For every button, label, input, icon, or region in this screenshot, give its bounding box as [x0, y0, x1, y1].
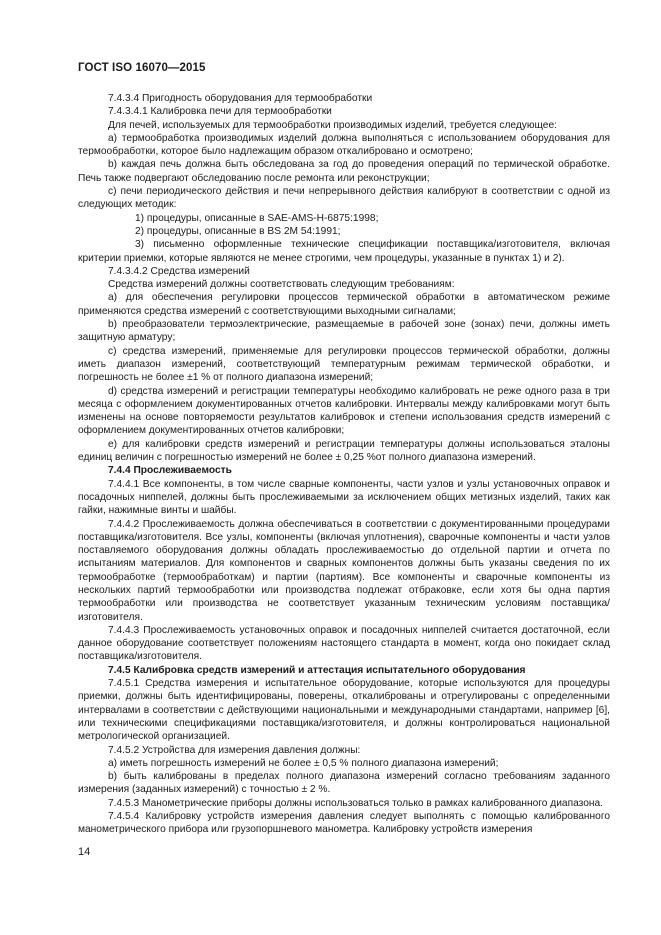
paragraph: Для печей, используемых для термообработки производимых изделий, требуется следующее: — [108, 119, 557, 131]
list-item-a: a) термообработка производимых изделий должна выполняться с использованием оборудования для термообработки, которое было надлежащим образом откалибровано и осмотрено; — [78, 132, 610, 158]
section-7-4-4-heading: 7.4.4 Прослеживаемость — [108, 465, 232, 477]
list-item-e: e) для калибровки средств измерений и регистрации температуры должны использоваться эталоны единиц величин с погрешностью измерений не более ± 0,25 %от полного диапазона измерений. — [78, 438, 610, 464]
list-item-c: c) средства измерений, применяемые для регулировки процессов термической обработки, должны иметь диапазон измерений, соответствующий температурным режимам термической обработки, и погрешность не более ±1 % от полного диапазона измерений; — [78, 345, 610, 384]
section-7-4-3-4-2-title: 7.4.3.4.2 Средства измерений — [108, 265, 250, 277]
section-7-4-3-4-1-title: 7.4.3.4.1 Калибровка печи для термообработки — [108, 106, 332, 118]
standard-header: ГОСТ ISO 16070—2015 — [78, 62, 206, 74]
list-item-d: d) средства измерений и регистрации температуры необходимо калибровать не реже одного раза в три месяца с оформлением документированных отчетов калибровки. Интервалы между калибровками могут быть изменены на основе повторяемости результатов калибровок и степени использования средств измерений с оформлением документированных отчетов калибровки; — [78, 385, 610, 437]
paragraph-7-4-5-1: 7.4.5.1 Средства измерения и испытательное оборудование, которые используются для процедуры приемки, должны быть идентифицированы, поверены, откалиброваны и отрегулированы с определенными интервалами в соответствии с действующими национальными и международными стандартами, например [6], или техническими спецификациями поставщика/изготовителя, и должны контролироваться национальной метрологической организацией. — [78, 678, 610, 743]
document-body — [78, 92, 610, 837]
list-item-b: b) быть калиброваны в пределах полного диапазона измерений согласно требованиям заданного измерения (заданных измерений) с точностью ± 2 %. — [78, 771, 610, 796]
list-item-c: c) печи периодического действия и печи непрерывного действия калибруют в соответствии с одной из следующих методик: — [78, 186, 610, 211]
paragraph-7-4-5-2: 7.4.5.2 Устройства для измерения давления должны: — [108, 744, 361, 756]
list-item-a: a) иметь погрешность измерений не более ± 0,5 % полного диапазона измерений; — [108, 757, 499, 769]
paragraph: Средства измерений должны соответствовать следующим требованиям: — [108, 279, 455, 291]
paragraph-7-4-4-1: 7.4.4.1 Все компоненты, в том числе сварные компоненты, части узлов и узлы установочных оправок и посадочных ниппелей, должны быть прослеживаемыми за исключением общих метизных изделий, таких как гайки, нажимные винты и шайбы. — [78, 478, 610, 517]
paragraph-7-4-5-4: 7.4.5.4 Калибровку устройств измерения давления следует выполнять с помощью калиброванного манометрического прибора или грузопоршневого манометра. Калибровку устройств измерения — [78, 811, 610, 836]
paragraph-7-4-4-2: 7.4.4.2 Прослеживаемость должна обеспечиваться в соответствии с документированными процедурами поставщика/изготовителя. Все узлы, компоненты (включая уплотнения), сварочные компоненты и части узлов поставляемого оборудования должны обладать прослеживаемостью до отдельной партии и отчета по испытаниям материалов. Для компонентов и сварных компонентов должны быть указаны сведения по их термообработке (термообработкам) и партии (партиям). Все компоненты и сварочные компоненты из нескольких партий термообработки или производства подлежат отбраковке, если хотя бы одна партия термообработки или производства не соответствует указанным техническим условиям поставщика/изготовителя. — [78, 518, 610, 623]
paragraph-7-4-5-3: 7.4.5.3 Манометрические приборы должны использоваться только в рамках калиброванного диапазона. — [108, 797, 603, 809]
section-7-4-5-heading: 7.4.5 Калибровка средств измерений и аттестация испытательного оборудования — [108, 664, 526, 676]
list-item-b: b) каждая печь должна быть обследована за год до проведения операций по термической обработке. Печь также подвергают обследованию после ремонта или реконструкции; — [78, 159, 610, 184]
section-7-4-3-4-title: 7.4.3.4 Пригодность оборудования для термообработки — [108, 93, 373, 104]
paragraph-7-4-4-3: 7.4.4.3 Прослеживаемость установочных оправок и посадочных ниппелей считается достаточной, если данное оборудование соответствует положениям настоящего стандарта в момент, когда оно покидает склад поставщика/изготовителя. — [78, 624, 610, 663]
list-item-a: a) для обеспечения регулировки процессов термической обработки в автоматическом режиме применяются средства измерений с соответствующими выходными сигналами; — [78, 292, 610, 317]
sub-item-1: 1) процедуры, описанные в SAE-AMS-H-6875:1998; — [135, 212, 379, 224]
sub-item-3: 3) письменно оформленные технические спецификации поставщика/изготовителя, включая критерии приемки, которые являются не менее строгими, чем процедуры, указанные в пунктах 1) и 2). — [78, 239, 610, 264]
page-number: 14 — [78, 846, 91, 858]
sub-item-2: 2) процедуры, описанные в BS 2M 54:1991; — [135, 225, 341, 237]
list-item-b: b) преобразователи термоэлектрические, размещаемые в рабочей зоне (зонах) печи, должны иметь защитную арматуру; — [78, 319, 610, 344]
